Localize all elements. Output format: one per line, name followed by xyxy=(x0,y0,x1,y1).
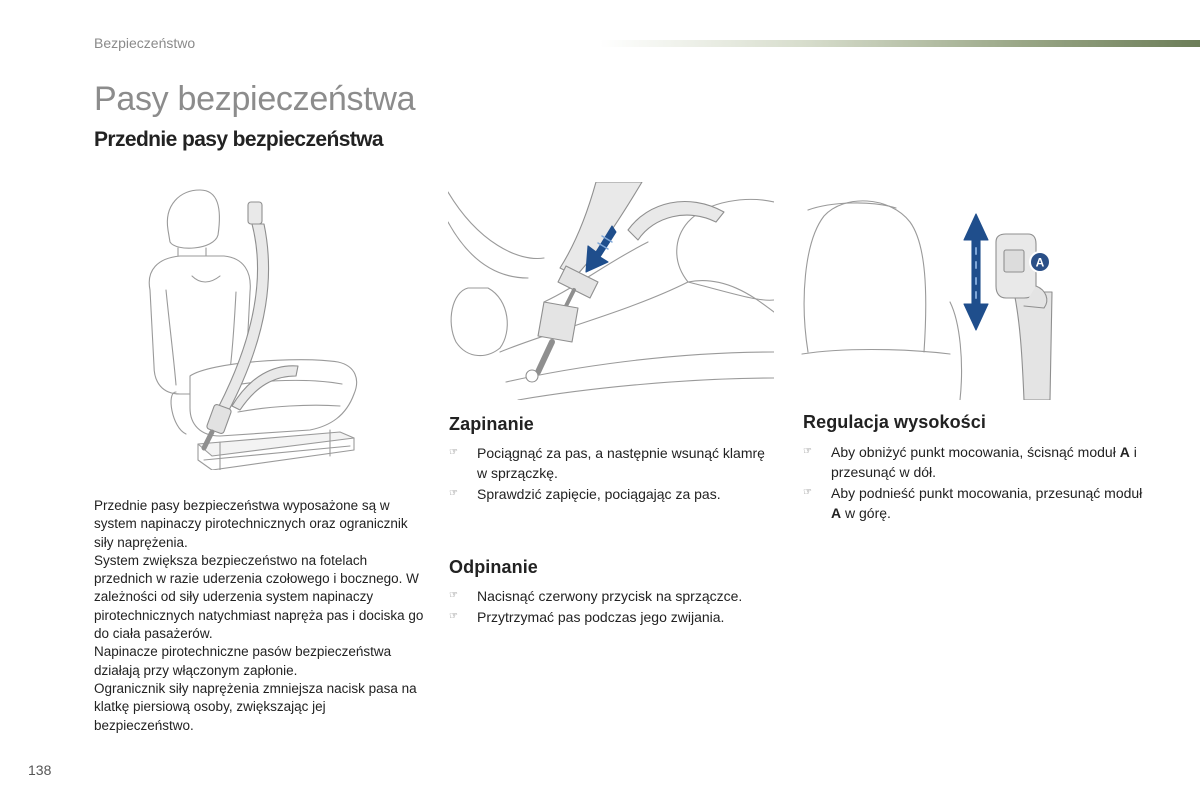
list-item xyxy=(803,483,1143,523)
height-adjust-title: Regulacja wysokości xyxy=(803,412,986,432)
list-item-text: Pociągnąć za pas, a następnie wsunąć klamrę w sprzączkę. xyxy=(477,445,765,481)
intro-paragraph: Ogranicznik siły naprężenia zmniejsza nacisk pasa na klatkę piersiową osoby, zwiększając jej bezpieczeństwo. xyxy=(94,680,417,733)
module-label: A xyxy=(831,505,842,521)
module-label: A xyxy=(1119,444,1130,460)
list-item xyxy=(449,443,769,483)
list-item xyxy=(803,442,1143,482)
svg-text:A: A xyxy=(1035,255,1045,270)
fastening-list xyxy=(449,443,769,505)
list-item-text-end: i przesunąć w dół. xyxy=(831,444,1137,480)
list-item-text: Sprawdzić zapięcie, pociągając za pas. xyxy=(477,486,721,502)
pointing-hand-icon: ☞ xyxy=(803,446,812,457)
pointing-hand-icon: ☞ xyxy=(803,487,812,498)
buckle-illustration xyxy=(448,182,774,400)
page-title: Pasy bezpieczeństwa xyxy=(94,80,416,118)
intro-paragraph: Napinacze pirotechniczne pasów bezpieczeństwa działają przy włączonym zapłonie. xyxy=(94,644,392,678)
fastening-title: Zapinanie xyxy=(449,414,534,434)
unfastening-list xyxy=(449,586,789,628)
marker-a-icon xyxy=(1030,252,1050,272)
height-adjust-illustration xyxy=(800,182,1065,400)
list-item xyxy=(449,484,769,504)
pointing-hand-icon: ☞ xyxy=(449,488,458,499)
list-item xyxy=(449,607,789,627)
intro-text xyxy=(94,497,424,735)
section-label: Bezpieczeństwo xyxy=(94,35,196,51)
unfastening-title: Odpinanie xyxy=(449,557,538,577)
list-item-text-end: w górę. xyxy=(841,505,891,521)
page-subtitle: Przednie pasy bezpieczeństwa xyxy=(94,128,383,151)
header-rule xyxy=(600,40,1200,47)
list-item-text-start: Aby obniżyć punkt mocowania, ścisnąć moduł xyxy=(831,444,1120,460)
pointing-hand-icon: ☞ xyxy=(449,447,458,458)
height-adjust-list xyxy=(803,442,1143,524)
intro-paragraph: System zwiększa bezpieczeństwo na fotelach przednich w razie uderzenia czołowego i bocznego. W zależności od siły uderzenia system napinaczy pirotechnicznych natychmiast napręża pas i dociska go do ciała pasażerów. xyxy=(94,552,424,642)
list-item-text: Przytrzymać pas podczas jego zwijania. xyxy=(477,609,725,625)
intro-paragraph: Przednie pasy bezpieczeństwa wyposażone są w system napinaczy pirotechnicznych oraz ogranicznik siły naprężenia. xyxy=(94,498,408,550)
seat-belt-illustration xyxy=(140,180,370,470)
list-item-text: Nacisnąć czerwony przycisk na sprzączce. xyxy=(477,588,743,604)
pointing-hand-icon: ☞ xyxy=(449,590,458,601)
up-down-arrow-icon xyxy=(964,214,988,330)
pointing-hand-icon: ☞ xyxy=(449,611,458,622)
page-number: 138 xyxy=(28,762,52,778)
list-item-text-start: Aby podnieść punkt mocowania, przesunąć moduł xyxy=(831,485,1143,501)
list-item xyxy=(449,586,789,606)
